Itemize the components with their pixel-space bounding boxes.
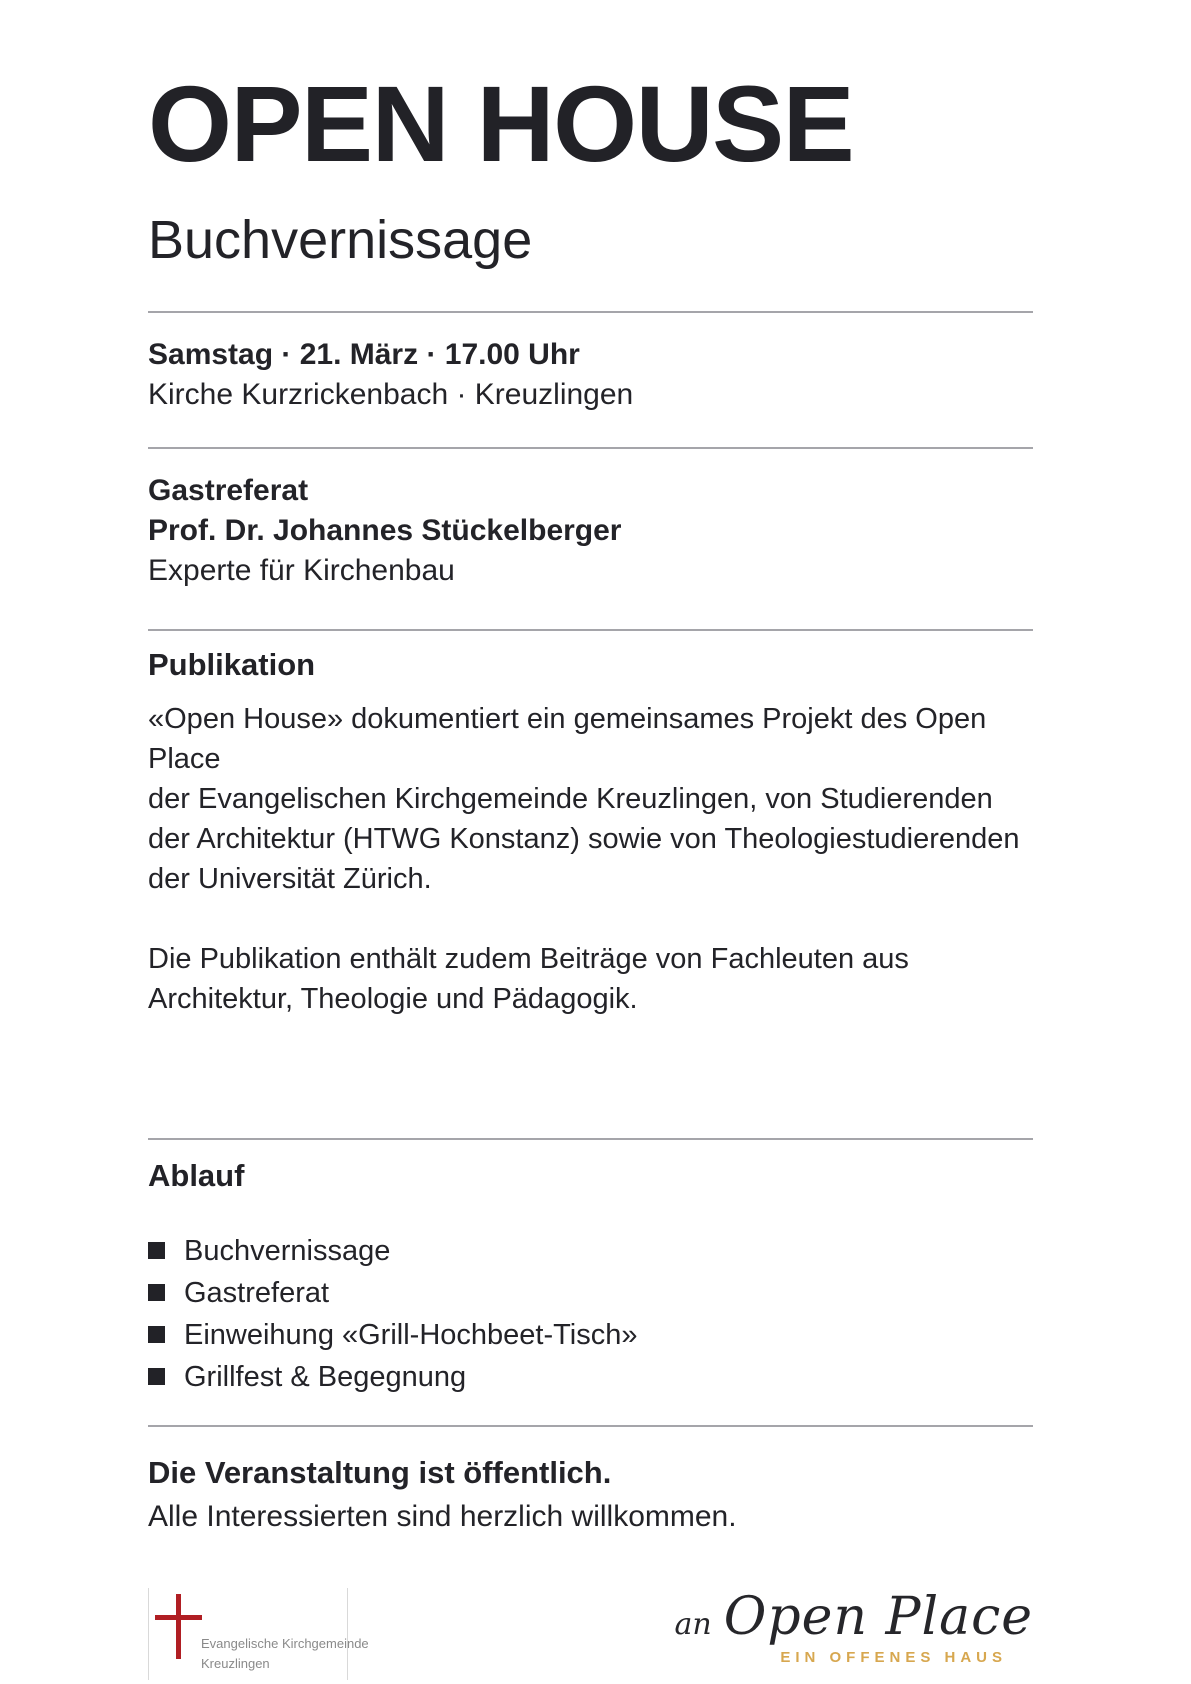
closing-invitation: Alle Interessierten sind herzlich willkommen. [148,1499,737,1533]
paragraph-line: der Universität Zürich. [148,862,432,895]
publication-paragraph-2 [148,939,1033,1019]
divider [148,1138,1033,1140]
speaker-section-heading: Gastreferat [148,473,309,507]
open-place-name: Open Place [723,1586,1033,1647]
church-logo [148,1588,369,1680]
footer [148,1587,1033,1680]
agenda-item [148,1314,1033,1356]
publication-section [148,647,1033,1019]
agenda-list [148,1230,1033,1398]
bullet-square-icon [148,1242,165,1259]
bullet-square-icon [148,1284,165,1301]
agenda-item [148,1272,1033,1314]
agenda-item-label: Buchvernissage [184,1234,391,1267]
paragraph-line: Architektur, Theologie und Pädagogik. [148,982,638,1015]
divider [148,629,1033,631]
event-location: Kirche Kurzrickenbach · Kreuzlingen [148,377,634,411]
paragraph-line: Die Publikation enthält zudem Beiträge von Fachleuten aus [148,942,909,975]
agenda-item-label: Einweihung «Grill-Hochbeet-Tisch» [184,1318,638,1351]
open-place-script-text [675,1587,1033,1647]
event-details [148,335,1033,415]
speaker-section [148,471,1033,591]
agenda-item [148,1356,1033,1398]
agenda-section [148,1158,1033,1398]
closing-section [148,1451,1033,1539]
paragraph-line: «Open House» dokumentiert ein gemeinsames Projekt des Open Place [148,702,987,775]
open-place-prefix: an [674,1606,712,1642]
open-place-tagline: EIN OFFENES HAUS [780,1648,1007,1666]
agenda-item-label: Grillfest & Begegnung [184,1360,467,1393]
bullet-square-icon [148,1326,165,1343]
agenda-item [148,1230,1033,1272]
divider [148,447,1033,449]
church-name-line: Kreuzlingen [201,1655,270,1671]
publication-paragraph-1 [148,699,1033,899]
page-subtitle: Buchvernissage [148,210,533,270]
church-logo-text [201,1634,369,1674]
closing-statement: Die Veranstaltung ist öffentlich. [148,1454,612,1490]
speaker-name: Prof. Dr. Johannes Stückelberger [148,513,622,547]
paragraph-line: der Architektur (HTWG Konstanz) sowie von Theologiestudierenden [148,822,1020,855]
page-title: OPEN HOUSE [148,63,854,184]
agenda-item-label: Gastreferat [184,1276,330,1309]
event-datetime: Samstag · 21. März · 17.00 Uhr [148,337,580,371]
open-place-logo [675,1587,1033,1666]
publication-heading: Publikation [148,646,316,682]
divider [148,1425,1033,1427]
bullet-square-icon [148,1368,165,1385]
speaker-role: Experte für Kirchenbau [148,553,455,587]
church-name-line: Evangelische Kirchgemeinde [201,1635,369,1651]
divider [148,311,1033,313]
agenda-heading: Ablauf [148,1157,245,1193]
paragraph-line: der Evangelischen Kirchgemeinde Kreuzlingen, von Studierenden [148,782,993,815]
